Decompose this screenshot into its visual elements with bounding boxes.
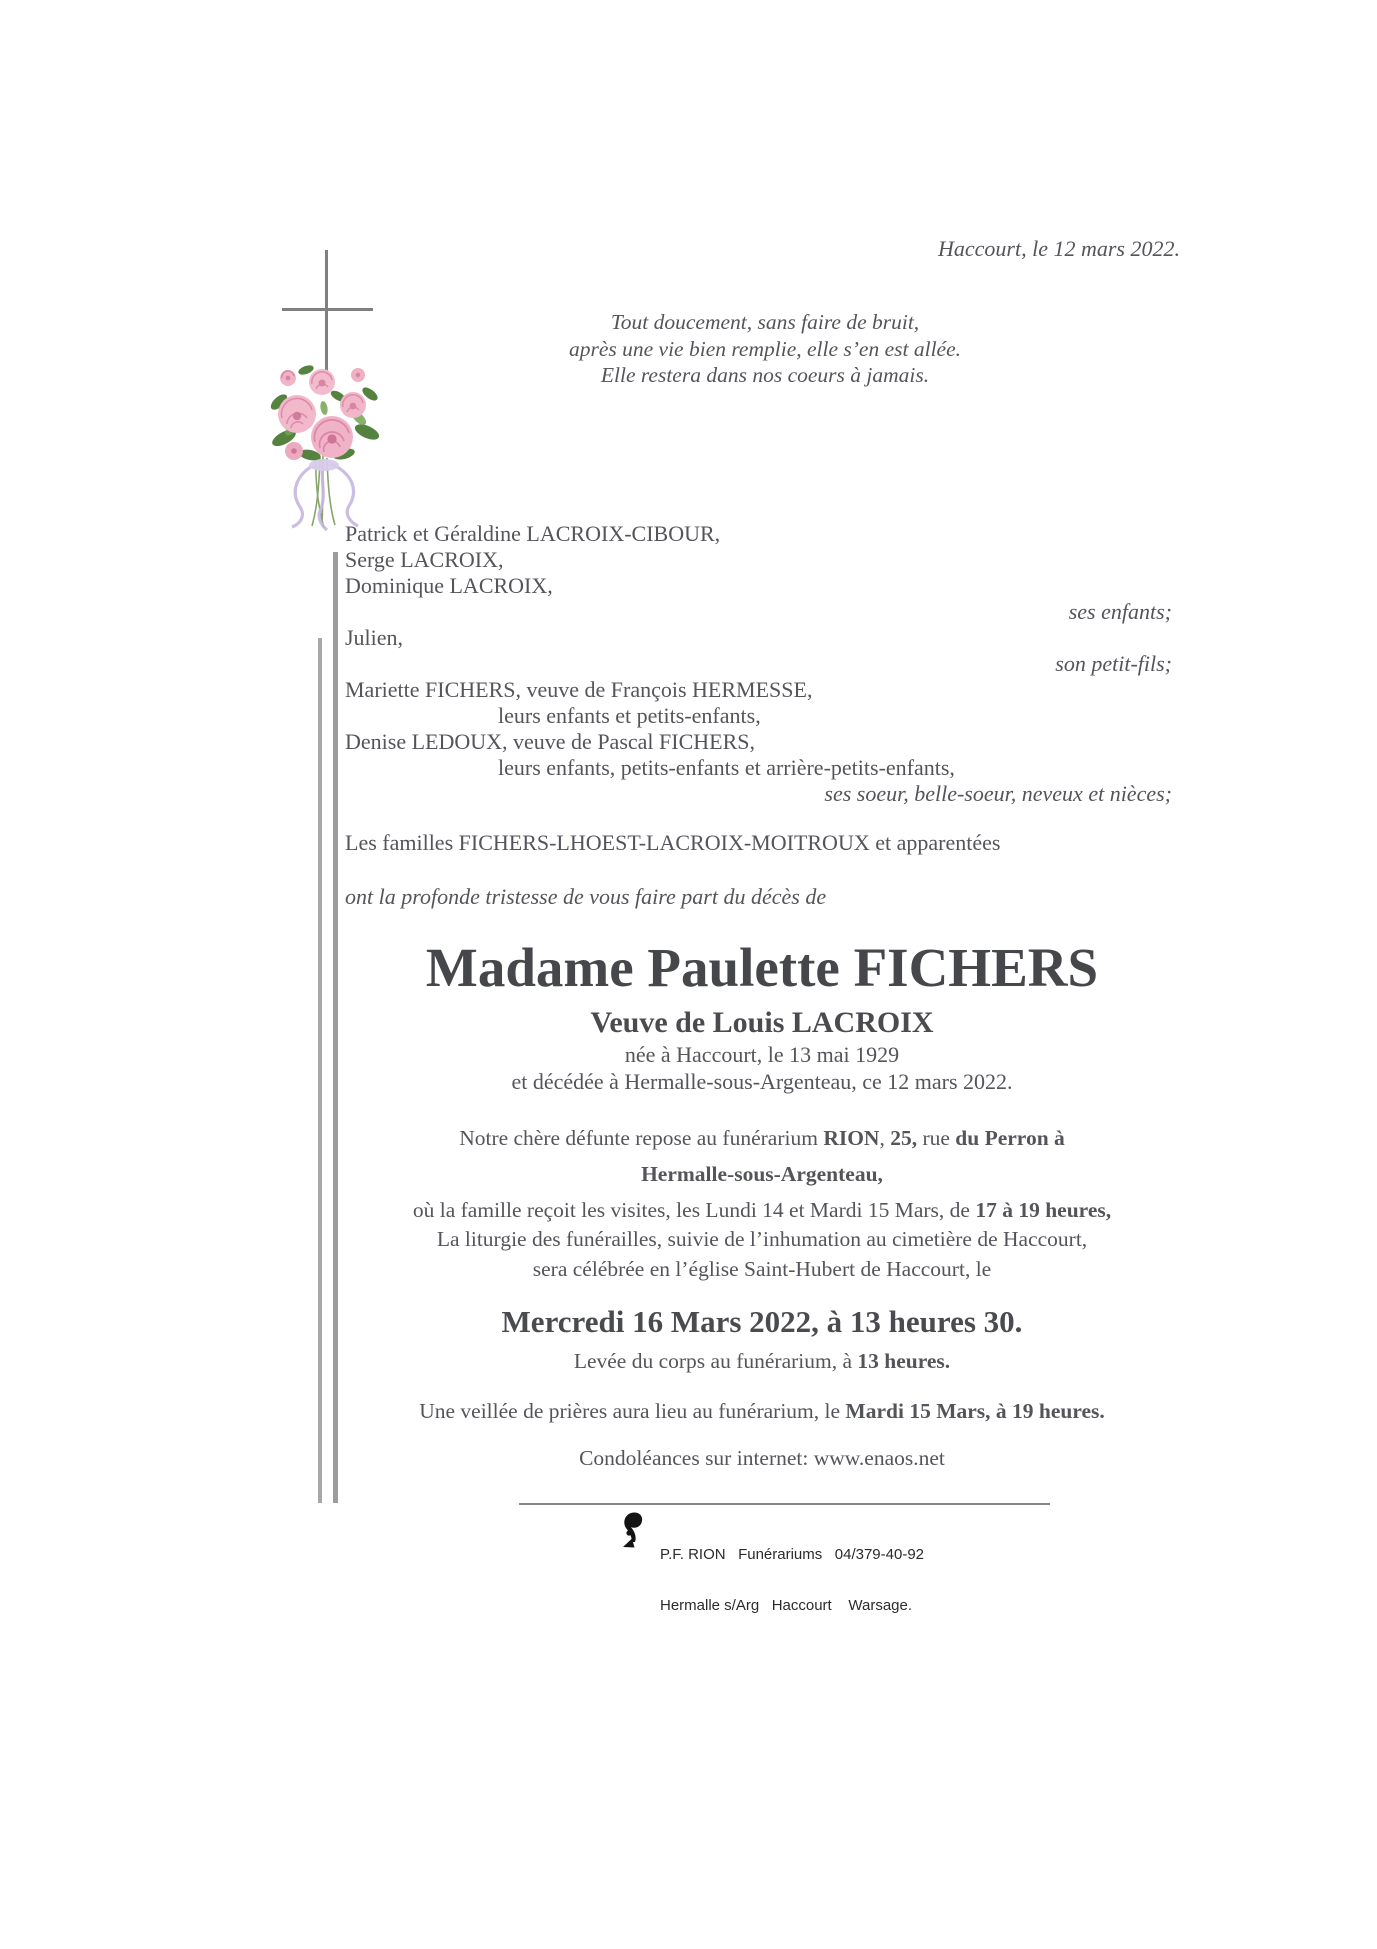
- liturgy-paragraph: La liturgie des funérailles, suivie de l’inhumation au cimetière de Haccourt, sera célébrée en l’église Saint-Hubert de Haccourt, le: [436, 1227, 1088, 1281]
- family-list: [345, 521, 1172, 807]
- epitaph-line: Tout doucement, sans faire de bruit,: [610, 310, 920, 334]
- epitaph-line: après une vie bien remplie, elle s’en est allée.: [568, 336, 962, 361]
- family-member: Dominique LACROIX,: [345, 573, 553, 598]
- family-member: Denise LEDOUX, veuve de Pascal FICHERS,: [345, 729, 755, 754]
- visit-hours: 17 à 19 heures,: [975, 1198, 1112, 1222]
- footer-line: P.F. RION Funérariums 04/379-40-92: [660, 1546, 925, 1563]
- vigil-line: Une veillée de prières aura lieu au funérarium, le Mardi 15 Mars, à 19 heures.: [419, 1399, 1105, 1423]
- family-member: Serge LACROIX,: [345, 547, 504, 572]
- deceased-death-line: et décédée à Hermalle-sous-Argenteau, ce 12 mars 2022.: [511, 1069, 1013, 1094]
- deceased-birth-line: née à Haccourt, le 13 mai 1929: [624, 1042, 900, 1067]
- funeral-home-name: RION: [823, 1126, 880, 1150]
- repose-town: Hermalle-sous-Argenteau,: [641, 1162, 883, 1186]
- family-member: Mariette FICHERS, veuve de François HERMESSE,: [345, 677, 813, 702]
- ceremony-datetime: Mercredi 16 Mars 2022, à 13 heures 30.: [501, 1304, 1023, 1339]
- announcement-line: ont la profonde tristesse de vous faire part du décès de: [345, 884, 827, 909]
- family-member: Julien,: [345, 625, 404, 650]
- footer-divider: [519, 1503, 1050, 1505]
- family-role: ses soeur, belle-soeur, neveux et nièces;: [824, 781, 1172, 806]
- family-role: ses enfants;: [1068, 599, 1172, 624]
- family-role: son petit-fils;: [1055, 651, 1172, 676]
- footer-line: Hermalle s/Arg Haccourt Warsage.: [660, 1597, 913, 1614]
- family-member-sub: leurs enfants et petits-enfants,: [498, 703, 761, 728]
- deceased-subtitle: Veuve de Louis LACROIX: [590, 1006, 934, 1039]
- rion-logo-icon: [620, 1511, 646, 1554]
- rose-bouquet-image: [266, 358, 388, 539]
- family-member: Patrick et Géraldine LACROIX-CIBOUR,: [345, 521, 721, 546]
- epitaph: [420, 309, 1110, 389]
- epitaph-line: Elle restera dans nos coeurs à jamais.: [600, 363, 930, 387]
- deceased-name: Madame Paulette FICHERS: [425, 937, 1099, 998]
- family-member-sub: leurs enfants, petits-enfants et arrière-petits-enfants,: [498, 755, 955, 780]
- related-families-line: Les familles FICHERS-LHOEST-LACROIX-MOITROUX et apparentées: [345, 830, 1001, 855]
- dateline: Haccourt, le 12 mars 2022.: [938, 236, 1180, 261]
- funeral-home-footer: [660, 1512, 924, 1648]
- levee-line: Levée du corps au funérarium, à 13 heures.: [573, 1349, 951, 1373]
- condolences-line: Condoléances sur internet: www.enaos.net: [579, 1446, 945, 1470]
- repose-paragraph: Notre chère défunte repose au funérarium RION, 25, rue du Perron à Hermalle-sous-Argenteau, où la famille reçoit les visites, les Lundi 14 et Mardi 15 Mars, de 17 à 19 heures,: [315, 1120, 1209, 1228]
